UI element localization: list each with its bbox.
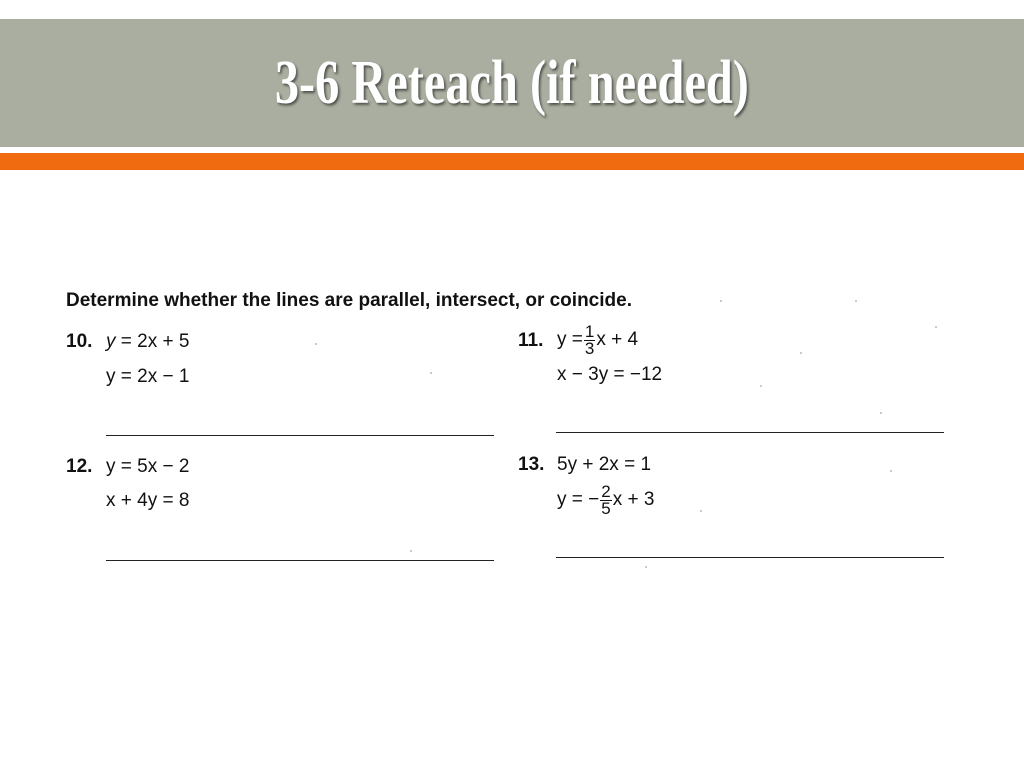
problem-11-answer-line — [556, 432, 944, 433]
problem-13-answer-line — [556, 557, 944, 558]
problem-11-fraction — [584, 321, 595, 358]
problem-11-equation-1 — [557, 320, 638, 360]
problem-13-number: 13. — [518, 454, 545, 475]
scan-speck — [645, 566, 647, 568]
scan-speck — [700, 510, 702, 512]
fraction-denominator: 3 — [584, 338, 595, 358]
problem-10-eq1-rest: = 2x + 5 — [120, 331, 190, 352]
problem-12-equation-1: y = 5x − 2 — [106, 456, 190, 477]
fraction-denominator: 5 — [601, 498, 611, 518]
fraction-numerator: 1 — [584, 321, 595, 341]
problem-11-number: 11. — [518, 330, 544, 351]
problem-12-equation-2: x + 4y = 8 — [106, 490, 190, 511]
problem-13-eq2-lhs: y = − — [557, 489, 600, 510]
scan-speck — [430, 372, 432, 374]
instruction-text: Determine whether the lines are parallel, intersect, or coincide. — [66, 290, 632, 311]
scan-speck — [760, 385, 762, 387]
fraction-numerator: 2 — [601, 481, 611, 501]
problem-12-answer-line — [106, 560, 494, 561]
problem-13-equation-2 — [557, 480, 654, 520]
problem-13-equation-1: 5y + 2x = 1 — [557, 454, 652, 475]
problem-12-number: 12. — [66, 456, 93, 477]
problem-10-eq1-var: y — [106, 331, 116, 352]
problem-13-fraction — [600, 481, 611, 518]
problem-10-answer-line — [106, 435, 494, 436]
slide-title: 3-6 Reteach (if needed) — [274, 48, 750, 117]
problem-10-equation-2: y = 2x − 1 — [106, 366, 190, 387]
scan-speck — [720, 300, 722, 302]
scan-speck — [315, 343, 317, 345]
scan-speck — [410, 550, 412, 552]
problem-11-eq1-rhs: x + 4 — [596, 329, 639, 350]
scan-speck — [935, 326, 937, 328]
problem-13-eq2-rhs: x + 3 — [612, 489, 655, 510]
scan-speck — [880, 412, 882, 414]
problem-11-equation-2: x − 3y = −12 — [557, 364, 663, 385]
scan-speck — [800, 352, 802, 354]
scan-speck — [855, 300, 857, 302]
problem-11-eq1-lhs: y = — [557, 329, 583, 350]
problem-10-equation-1 — [106, 331, 189, 353]
problem-10-number: 10. — [66, 331, 93, 352]
scan-speck — [890, 470, 892, 472]
